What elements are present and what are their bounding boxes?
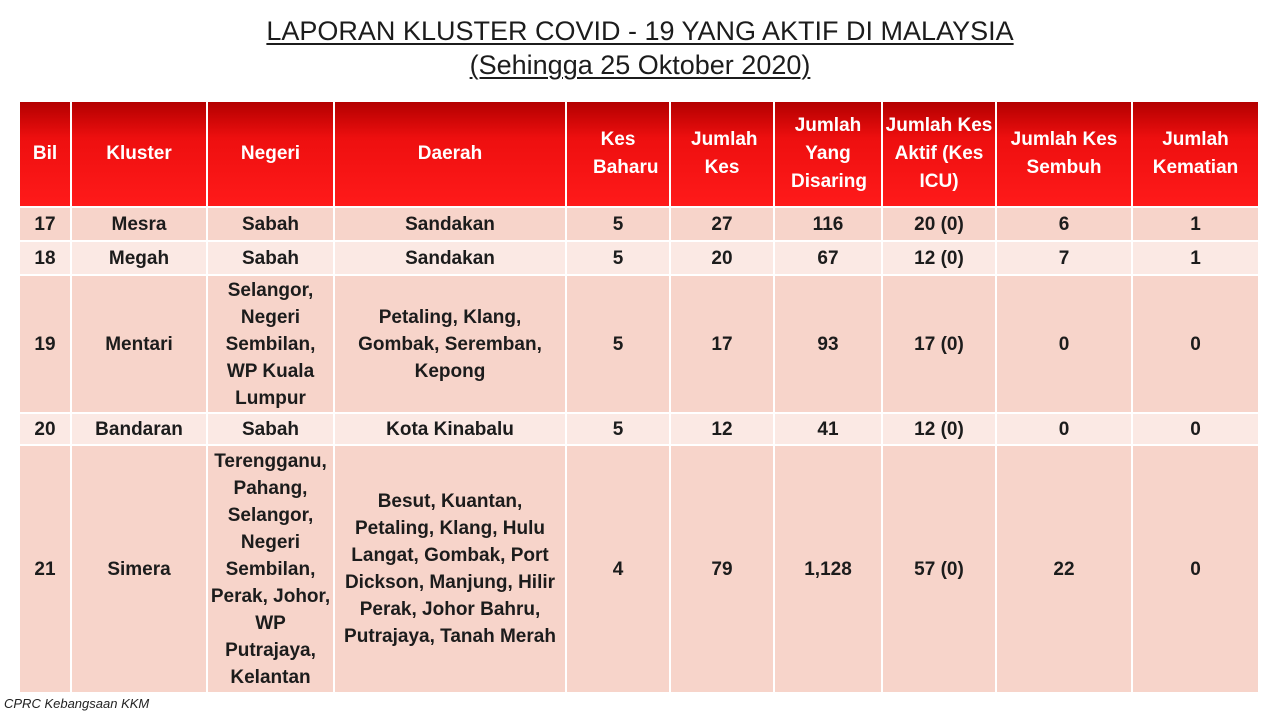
cell-kes-baharu: 5 [566, 275, 670, 413]
cell-kematian: 0 [1132, 445, 1259, 693]
header-kes-sembuh: Jumlah Kes Sembuh [996, 101, 1132, 207]
cell-bil: 18 [19, 241, 71, 275]
cell-jumlah-kes: 79 [670, 445, 774, 693]
report-title: LAPORAN KLUSTER COVID - 19 YANG AKTIF DI MALAYSIA [266, 16, 1014, 46]
source-note: CPRC Kebangsaan KKM [4, 696, 150, 711]
header-kluster: Kluster [71, 101, 207, 207]
cell-jumlah-disaring: 1,128 [774, 445, 882, 693]
header-bil: Bil [19, 101, 71, 207]
cell-kes-aktif: 17 (0) [882, 275, 996, 413]
cell-negeri: Sabah [207, 207, 334, 241]
cell-jumlah-disaring: 41 [774, 413, 882, 445]
cell-kluster: Mentari [71, 275, 207, 413]
cell-kes-aktif: 20 (0) [882, 207, 996, 241]
header-kematian: Jumlah Kematian [1132, 101, 1259, 207]
cell-bil: 19 [19, 275, 71, 413]
cell-kematian: 0 [1132, 275, 1259, 413]
header-daerah: Daerah [334, 101, 566, 207]
cell-kes-aktif: 12 (0) [882, 241, 996, 275]
cell-kes-sembuh: 0 [996, 275, 1132, 413]
table-row [19, 207, 1259, 241]
cell-kluster: Mesra [71, 207, 207, 241]
cell-jumlah-kes: 17 [670, 275, 774, 413]
cell-kes-sembuh: 7 [996, 241, 1132, 275]
header-kes-baharu: Kes Baharu [566, 101, 670, 207]
cell-kes-baharu: 5 [566, 207, 670, 241]
cell-jumlah-kes: 27 [670, 207, 774, 241]
cell-kematian: 0 [1132, 413, 1259, 445]
cell-daerah: Sandakan [334, 207, 566, 241]
cell-bil: 17 [19, 207, 71, 241]
cell-jumlah-disaring: 93 [774, 275, 882, 413]
table-header-row [19, 101, 1259, 207]
table-row [19, 275, 1259, 413]
cell-kematian: 1 [1132, 241, 1259, 275]
table-row [19, 241, 1259, 275]
header-jumlah-disaring: Jumlah Yang Disaring [774, 101, 882, 207]
cell-kes-sembuh: 22 [996, 445, 1132, 693]
cell-negeri: Selangor, Negeri Sembilan, WP Kuala Lumpur [207, 275, 334, 413]
cell-kes-aktif: 57 (0) [882, 445, 996, 693]
report-title-block [0, 14, 1280, 82]
cell-bil: 21 [19, 445, 71, 693]
cluster-table [18, 100, 1260, 694]
cell-negeri: Sabah [207, 241, 334, 275]
cell-kes-sembuh: 6 [996, 207, 1132, 241]
cell-kes-baharu: 4 [566, 445, 670, 693]
header-jumlah-kes: Jumlah Kes [670, 101, 774, 207]
header-negeri: Negeri [207, 101, 334, 207]
cell-kes-baharu: 5 [566, 241, 670, 275]
cell-daerah: Besut, Kuantan, Petaling, Klang, Hulu Langat, Gombak, Port Dickson, Manjung, Hilir Perak, Johor Bahru, Putrajaya, Tanah Merah [334, 445, 566, 693]
table-row [19, 445, 1259, 693]
cell-kes-baharu: 5 [566, 413, 670, 445]
cell-jumlah-disaring: 67 [774, 241, 882, 275]
cell-bil: 20 [19, 413, 71, 445]
cell-negeri: Terengganu, Pahang, Selangor, Negeri Sembilan, Perak, Johor, WP Putrajaya, Kelantan [207, 445, 334, 693]
cell-kes-sembuh: 0 [996, 413, 1132, 445]
cell-kes-aktif: 12 (0) [882, 413, 996, 445]
cell-daerah: Kota Kinabalu [334, 413, 566, 445]
report-date: (Sehingga 25 Oktober 2020) [469, 50, 811, 80]
cell-daerah: Sandakan [334, 241, 566, 275]
cell-jumlah-disaring: 116 [774, 207, 882, 241]
header-kes-aktif: Jumlah Kes Aktif (Kes ICU) [882, 101, 996, 207]
cell-jumlah-kes: 12 [670, 413, 774, 445]
table-row [19, 413, 1259, 445]
cell-kematian: 1 [1132, 207, 1259, 241]
cell-kluster: Simera [71, 445, 207, 693]
cell-jumlah-kes: 20 [670, 241, 774, 275]
cell-negeri: Sabah [207, 413, 334, 445]
cell-daerah: Petaling, Klang, Gombak, Seremban, Kepong [334, 275, 566, 413]
cell-kluster: Megah [71, 241, 207, 275]
cell-kluster: Bandaran [71, 413, 207, 445]
